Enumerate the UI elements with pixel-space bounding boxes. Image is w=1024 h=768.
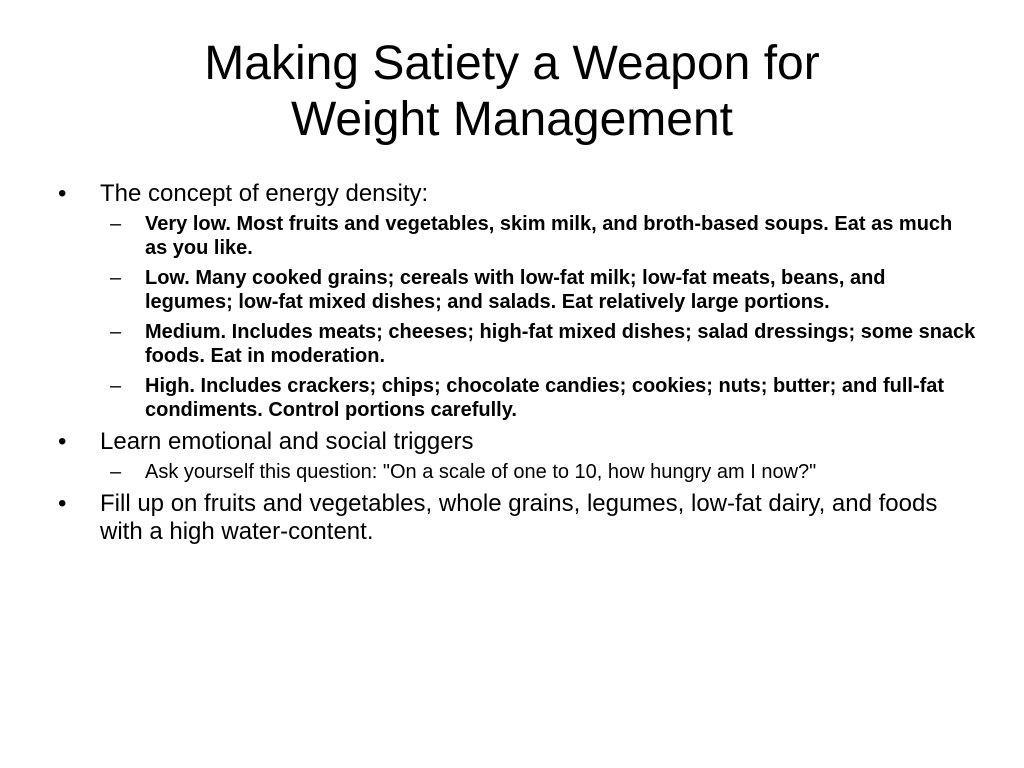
sub-bullet-text: High. Includes crackers; chips; chocolate candies; cookies; nuts; butter; and full-fat condiments. Control portions carefully.	[145, 375, 945, 421]
bullet-emotional-triggers	[58, 428, 978, 484]
sub-bullet-list	[100, 212, 978, 422]
bullet-text: Learn emotional and social triggers	[100, 428, 474, 455]
title-line-1: Making Satiety a Weapon for	[204, 37, 820, 90]
sub-bullet-list	[100, 460, 978, 484]
sub-bullet-text: Very low. Most fruits and vegetables, skim milk, and broth-based soups. Eat as much as you like.	[145, 213, 953, 259]
slide-title	[100, 36, 924, 148]
bullet-fill-up	[58, 490, 978, 546]
dash-marker: –	[110, 267, 122, 289]
sub-bullet-text: Low. Many cooked grains; cereals with low-fat milk; low-fat meats, beans, and legumes; low-fat mixed dishes; and salads. Eat relatively large portions.	[145, 267, 886, 313]
bullet-text: Fill up on fruits and vegetables, whole grains, legumes, low-fat dairy, and foods with a high water-content.	[100, 490, 938, 545]
bullet-marker: •	[58, 180, 67, 207]
bullet-marker: •	[58, 428, 67, 455]
bullet-text: The concept of energy density:	[100, 180, 429, 207]
bullet-list	[58, 180, 978, 546]
sub-bullet-hunger-question	[98, 460, 978, 484]
sub-bullet-text: Medium. Includes meats; cheeses; high-fat mixed dishes; salad dressings; some snack foods. Eat in moderation.	[145, 321, 976, 367]
sub-bullet-high	[98, 374, 978, 422]
slide-body	[58, 180, 978, 552]
dash-marker: –	[110, 213, 122, 235]
bullet-energy-density	[58, 180, 978, 422]
title-line-2: Weight Management	[290, 93, 734, 146]
sub-bullet-low	[98, 266, 978, 314]
sub-bullet-very-low	[98, 212, 978, 260]
bullet-marker: •	[58, 490, 67, 517]
dash-marker: –	[110, 461, 122, 483]
sub-bullet-text: Ask yourself this question: "On a scale of one to 10, how hungry am I now?"	[145, 461, 817, 483]
dash-marker: –	[110, 375, 122, 397]
dash-marker: –	[110, 321, 122, 343]
sub-bullet-medium	[98, 320, 978, 368]
